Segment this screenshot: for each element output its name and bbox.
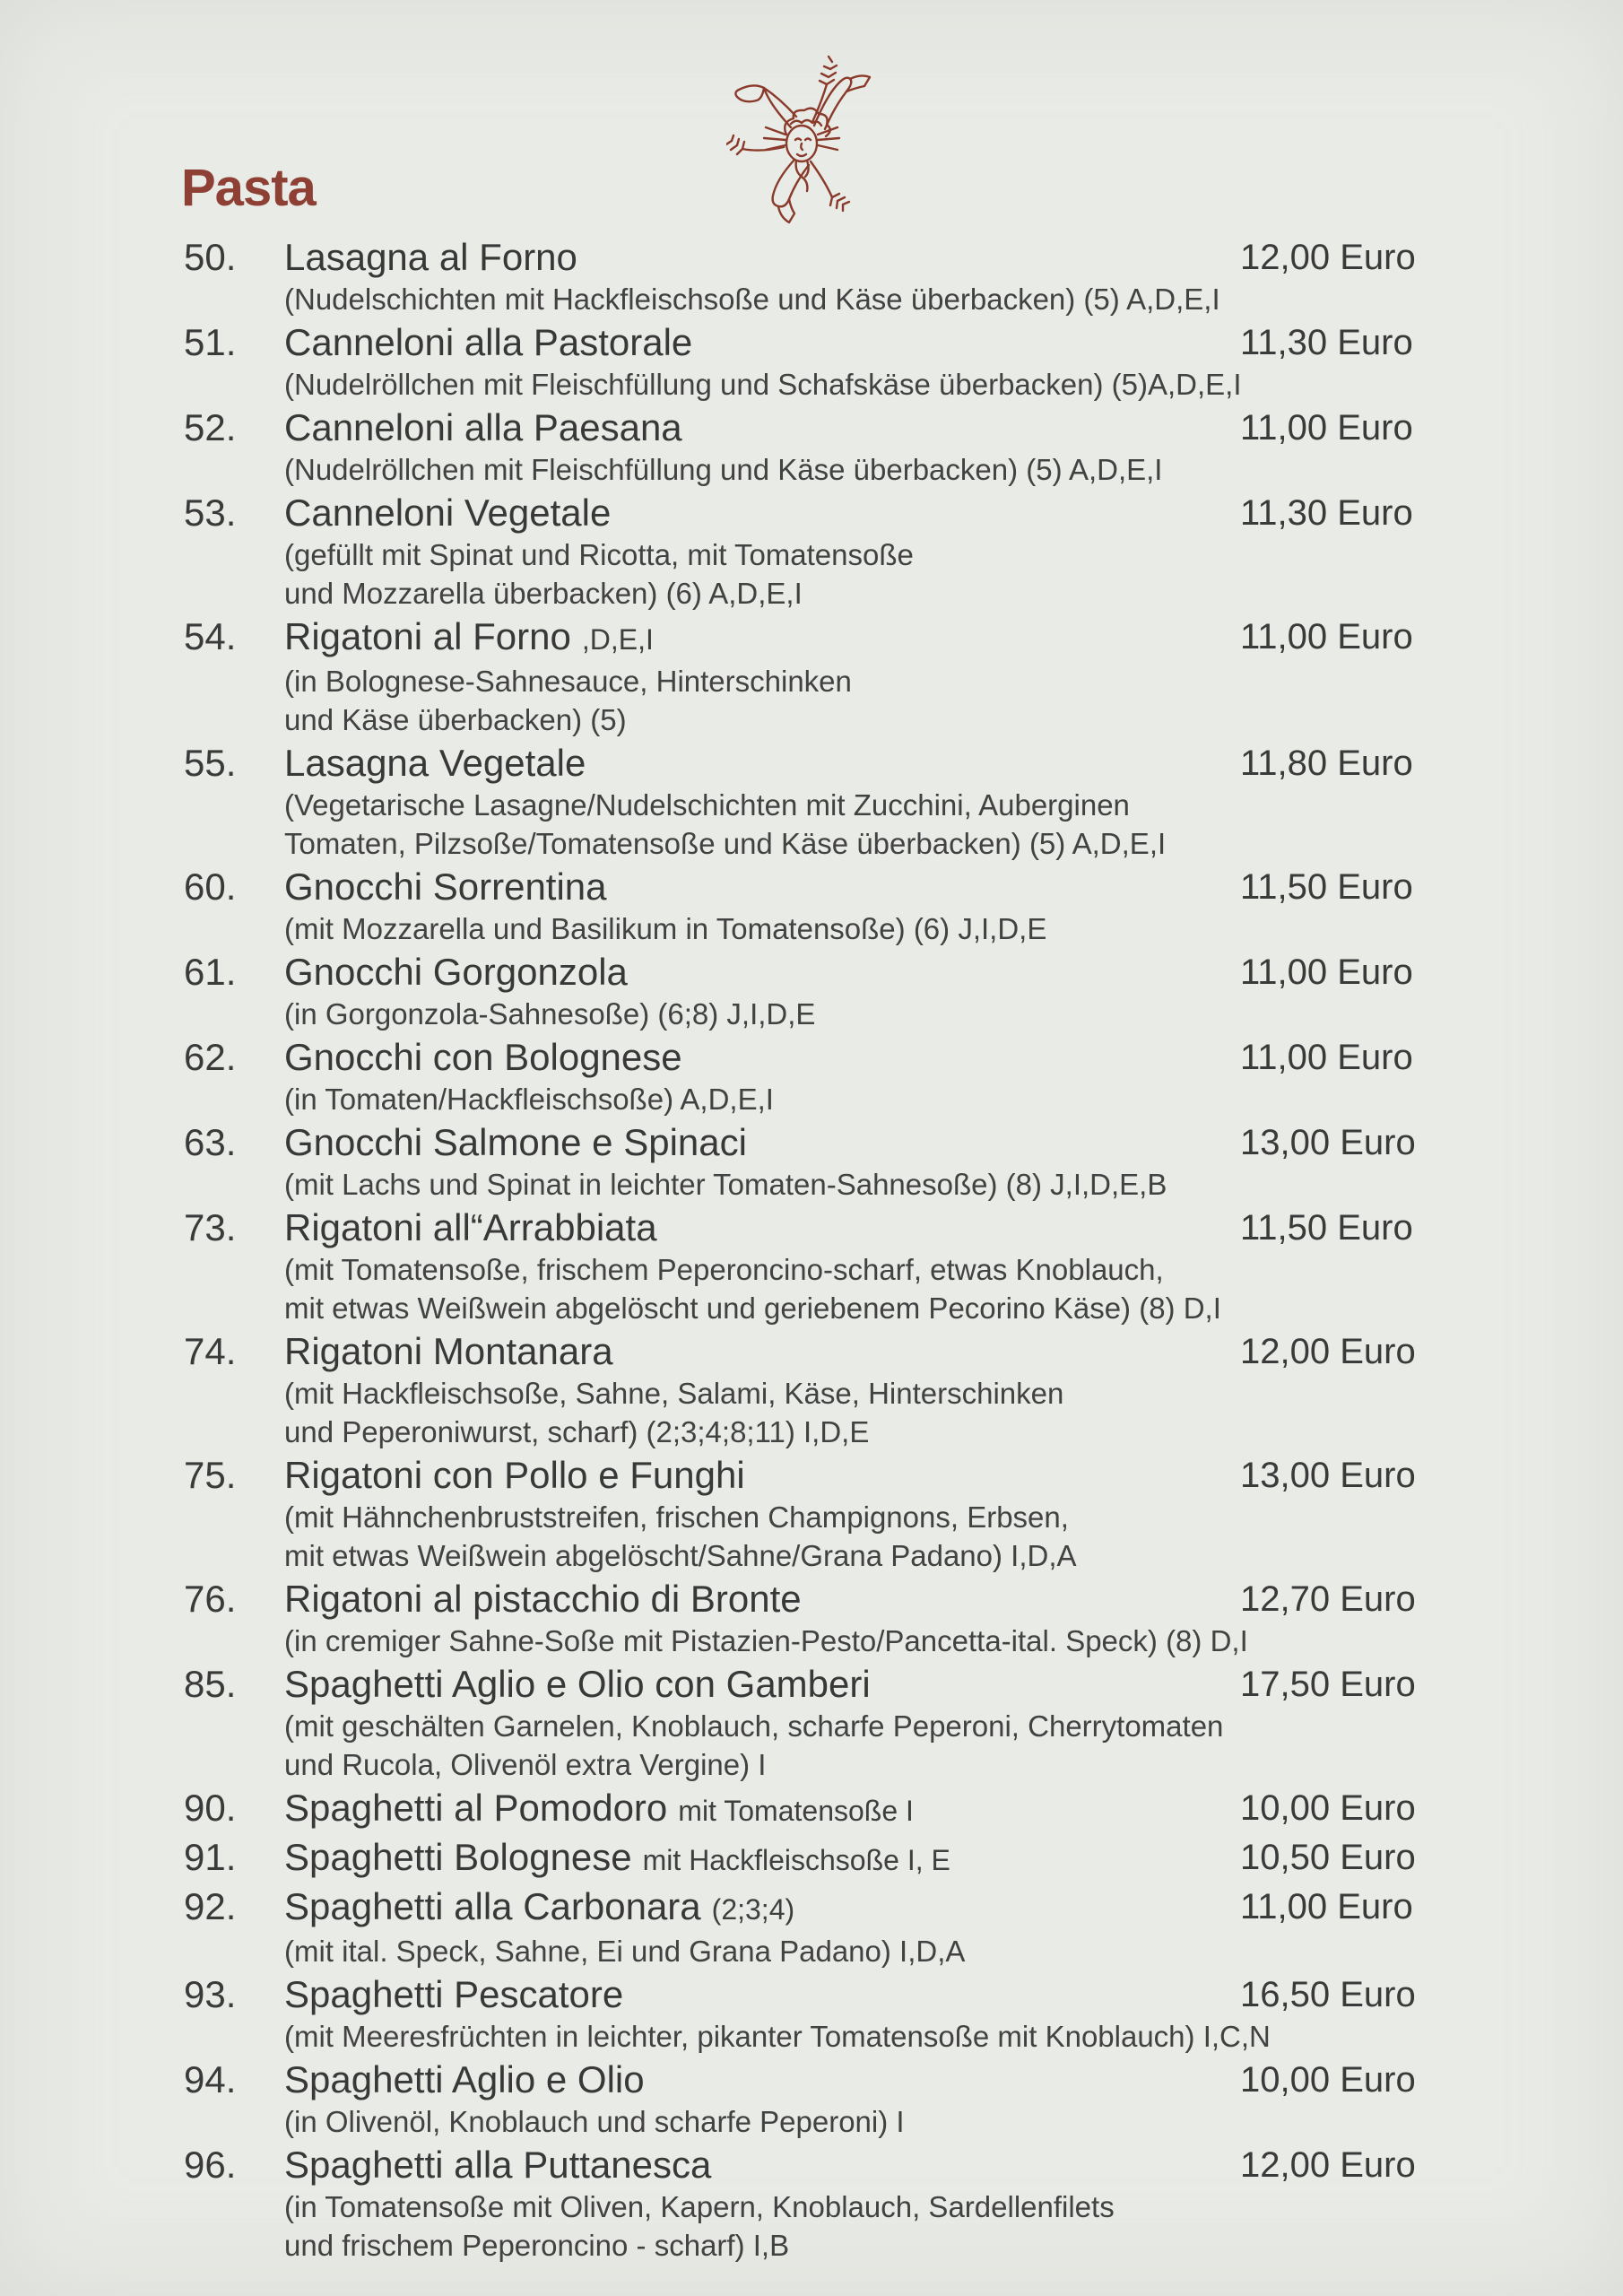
item-number: 96.: [184, 2144, 237, 2186]
item-number: 73.: [184, 1206, 237, 1248]
item-description-line: mit etwas Weißwein abgelöscht/Sahne/Grana Padano) I,D,A: [284, 1539, 1077, 1572]
item-title-line: [284, 1035, 1240, 1080]
item-title: Spaghetti alla Puttanesca: [284, 2144, 712, 2186]
menu-item-row: [184, 1884, 1623, 1970]
item-price: 11,50 Euro: [1240, 1208, 1413, 1248]
item-description-line: (mit Hackfleischsoße, Sahne, Salami, Käse, Hinterschinken: [284, 1377, 1064, 1410]
item-body: [284, 320, 1240, 404]
item-title: Spaghetti Aglio e Olio con Gamberi: [284, 1663, 871, 1705]
menu-item-row: [184, 1035, 1623, 1118]
item-title: Rigatoni con Pollo e Funghi: [284, 1454, 745, 1496]
item-number: 94.: [184, 2058, 237, 2100]
item-title: Gnocchi Gorgonzola: [284, 951, 628, 993]
item-description-line: (mit Tomatensoße, frischem Peperoncino-scharf, etwas Knoblauch,: [284, 1253, 1164, 1286]
item-title-line: [284, 1577, 1240, 1622]
item-title-line: [284, 614, 1240, 662]
item-description-line: (in Bolognese-Sahnesauce, Hinterschinken: [284, 665, 852, 698]
menu-item-row: [184, 491, 1623, 613]
item-description-line: mit etwas Weißwein abgelöscht und geriebenem Pecorino Käse) (8) D,I: [284, 1292, 1221, 1325]
menu-item-row: [184, 1786, 1623, 1833]
item-description-line: und Rucola, Olivenöl extra Vergine) I: [284, 1748, 767, 1781]
item-price: 10,00 Euro: [1240, 2060, 1416, 2100]
item-description-line: (in Tomaten/Hackfleischsoße) A,D,E,I: [284, 1083, 774, 1116]
menu-list: [184, 235, 1623, 2266]
item-title: Gnocchi Sorrentina: [284, 865, 607, 908]
item-description-line: (in Olivenöl, Knoblauch und scharfe Peperoni) I: [284, 2105, 905, 2138]
item-body: [284, 235, 1240, 318]
item-description-line: (mit Meeresfrüchten in leichter, pikanter Tomatensoße mit Knoblauch) I,C,N: [284, 2020, 1271, 2053]
menu-item-row: [184, 1329, 1623, 1451]
item-number: 52.: [184, 406, 237, 448]
menu-item-row: [184, 1662, 1623, 1784]
menu-item-row: [184, 950, 1623, 1033]
trinacria-icon: [726, 52, 888, 227]
item-title: Spaghetti alla Carbonara: [284, 1885, 701, 1927]
item-title-line: [284, 235, 1240, 280]
menu-item-row: [184, 320, 1623, 404]
item-description-line: (mit Lachs und Spinat in leichter Tomaten-Sahnesoße) (8) J,I,D,E,B: [284, 1168, 1167, 1201]
item-title-suffix: ,D,E,I: [581, 623, 654, 656]
item-body: [284, 1786, 1240, 1833]
item-title: Spaghetti Pescatore: [284, 1973, 624, 2015]
item-body: [284, 1329, 1240, 1451]
item-description-line: Tomaten, Pilzsoße/Tomatensoße und Käse überbacken) (5) A,D,E,I: [284, 827, 1167, 860]
item-title-line: [284, 320, 1240, 365]
item-title-line: [284, 1662, 1240, 1707]
item-price: 11,00 Euro: [1240, 1038, 1413, 1077]
item-description-line: und frischem Peperoncino - scharf) I,B: [284, 2229, 790, 2262]
menu-item-row: [184, 1453, 1623, 1575]
item-title-line: [284, 1972, 1240, 2017]
item-title-line: [284, 865, 1240, 909]
item-title-line: [284, 741, 1240, 786]
item-body: [284, 405, 1240, 489]
item-price: 12,00 Euro: [1240, 2145, 1416, 2185]
item-title-line: [284, 405, 1240, 450]
item-price: 11,80 Euro: [1240, 744, 1413, 783]
item-description-line: und Käse überbacken) (5): [284, 703, 627, 736]
page-title: Pasta: [181, 159, 316, 217]
item-description-line: (mit Hähnchenbruststreifen, frischen Champignons, Erbsen,: [284, 1500, 1069, 1534]
item-title: Spaghetti al Pomodoro: [284, 1787, 668, 1829]
item-description-line: (gefüllt mit Spinat und Ricotta, mit Tomatensoße: [284, 538, 914, 571]
item-title-suffix: mit Tomatensoße I: [678, 1795, 914, 1827]
item-title-line: [284, 950, 1240, 995]
item-number: 76.: [184, 1578, 237, 1620]
item-body: [284, 1120, 1240, 1204]
item-price: 13,00 Euro: [1240, 1456, 1416, 1495]
item-price: 13,00 Euro: [1240, 1123, 1416, 1162]
item-description-line: (Nudelschichten mit Hackfleischsoße und Käse überbacken) (5) A,D,E,I: [284, 283, 1220, 316]
item-description-line: (in Gorgonzola-Sahnesoße) (6;8) J,I,D,E: [284, 997, 816, 1031]
menu-item-row: [184, 1205, 1623, 1327]
item-title-line: [284, 1835, 1240, 1883]
item-title: Rigatoni al pistacchio di Bronte: [284, 1578, 802, 1620]
item-title-line: [284, 491, 1240, 535]
item-title: Lasagna al Forno: [284, 236, 577, 278]
item-title-line: [284, 1205, 1240, 1250]
item-title: Canneloni alla Paesana: [284, 406, 682, 448]
menu-item-row: [184, 741, 1623, 863]
item-price: 16,50 Euro: [1240, 1975, 1416, 2014]
item-title: Gnocchi Salmone e Spinaci: [284, 1121, 747, 1163]
item-title: Lasagna Vegetale: [284, 742, 586, 784]
item-body: [284, 1205, 1240, 1327]
item-body: [284, 614, 1240, 739]
item-body: [284, 1835, 1240, 1883]
item-description-line: (Vegetarische Lasagne/Nudelschichten mit Zucchini, Auberginen: [284, 788, 1130, 822]
item-number: 53.: [184, 491, 237, 534]
item-number: 91.: [184, 1836, 237, 1878]
item-price: 10,00 Euro: [1240, 1788, 1416, 1828]
item-body: [284, 2057, 1240, 2141]
menu-item-row: [184, 405, 1623, 489]
item-price: 10,50 Euro: [1240, 1838, 1416, 1877]
menu-item-row: [184, 614, 1623, 739]
item-price: 17,50 Euro: [1240, 1665, 1416, 1704]
item-number: 75.: [184, 1454, 237, 1496]
menu-item-row: [184, 235, 1623, 318]
item-description-line: (mit ital. Speck, Sahne, Ei und Grana Padano) I,D,A: [284, 1935, 966, 1968]
menu-item-row: [184, 865, 1623, 948]
menu-item-row: [184, 2057, 1623, 2141]
item-body: [284, 1577, 1248, 1660]
item-description-line: (Nudelröllchen mit Fleischfüllung und Schafskäse überbacken) (5)A,D,E,I: [284, 368, 1242, 401]
item-number: 51.: [184, 321, 237, 363]
menu-item-row: [184, 1835, 1623, 1883]
item-price: 11,30 Euro: [1240, 493, 1413, 533]
item-title-line: [284, 2057, 1240, 2102]
item-number: 50.: [184, 236, 237, 278]
item-number: 62.: [184, 1036, 237, 1078]
item-body: [284, 950, 1240, 1033]
item-body: [284, 1972, 1271, 2056]
item-title: Rigatoni Montanara: [284, 1330, 613, 1372]
item-title-line: [284, 1786, 1240, 1833]
item-body: [284, 1035, 1240, 1118]
item-title: Spaghetti Bolognese: [284, 1836, 632, 1878]
item-price: 11,00 Euro: [1240, 408, 1413, 448]
item-title-line: [284, 1453, 1240, 1498]
item-title-suffix: (2;3;4): [711, 1893, 795, 1926]
item-number: 74.: [184, 1330, 237, 1372]
item-number: 85.: [184, 1663, 237, 1705]
item-price: 11,00 Euro: [1240, 1887, 1413, 1926]
item-price: 12,00 Euro: [1240, 238, 1416, 277]
menu-item-row: [184, 1972, 1623, 2056]
item-title-line: [284, 1120, 1240, 1165]
menu-item-row: [184, 2143, 1623, 2265]
item-number: 61.: [184, 951, 237, 993]
item-title-suffix: mit Hackfleischsoße I, E: [642, 1844, 950, 1876]
item-title-line: [284, 2143, 1240, 2187]
item-number: 60.: [184, 865, 237, 908]
menu-item-row: [184, 1577, 1623, 1660]
item-description-line: und Mozzarella überbacken) (6) A,D,E,I: [284, 577, 803, 610]
item-price: 11,50 Euro: [1240, 867, 1413, 907]
item-title-line: [284, 1884, 1240, 1932]
item-title: Rigatoni all“Arrabbiata: [284, 1206, 657, 1248]
item-description-line: (mit geschälten Garnelen, Knoblauch, scharfe Peperoni, Cherrytomaten: [284, 1709, 1224, 1743]
item-title: Canneloni Vegetale: [284, 491, 612, 534]
item-body: [284, 1884, 1240, 1970]
menu-item-row: [184, 1120, 1623, 1204]
item-number: 92.: [184, 1885, 237, 1927]
item-price: 11,00 Euro: [1240, 617, 1413, 657]
item-title: Canneloni alla Pastorale: [284, 321, 693, 363]
item-number: 63.: [184, 1121, 237, 1163]
item-description-line: (mit Mozzarella und Basilikum in Tomatensoße) (6) J,I,D,E: [284, 912, 1047, 945]
item-description-line: (Nudelröllchen mit Fleischfüllung und Käse überbacken) (5) A,D,E,I: [284, 453, 1163, 486]
item-number: 90.: [184, 1787, 237, 1829]
item-price: 11,00 Euro: [1240, 952, 1413, 992]
item-title-line: [284, 1329, 1240, 1374]
item-title: Rigatoni al Forno: [284, 615, 571, 657]
item-description-line: (in Tomatensoße mit Oliven, Kapern, Knoblauch, Sardellenfilets: [284, 2190, 1115, 2223]
item-description-line: und Peperoniwurst, scharf) (2;3;4;8;11) I,D,E: [284, 1415, 870, 1448]
item-price: 12,70 Euro: [1240, 1579, 1416, 1619]
item-title: Spaghetti Aglio e Olio: [284, 2058, 645, 2100]
item-title: Gnocchi con Bolognese: [284, 1036, 682, 1078]
item-body: [284, 2143, 1240, 2265]
item-number: 55.: [184, 742, 237, 784]
item-price: 11,30 Euro: [1240, 323, 1413, 362]
item-description-line: (in cremiger Sahne-Soße mit Pistazien-Pesto/Pancetta-ital. Speck) (8) D,I: [284, 1624, 1248, 1657]
item-body: [284, 865, 1240, 948]
item-number: 93.: [184, 1973, 237, 2015]
item-number: 54.: [184, 615, 237, 657]
item-body: [284, 1662, 1240, 1784]
item-body: [284, 741, 1240, 863]
item-body: [284, 1453, 1240, 1575]
item-price: 12,00 Euro: [1240, 1332, 1416, 1371]
item-body: [284, 491, 1240, 613]
